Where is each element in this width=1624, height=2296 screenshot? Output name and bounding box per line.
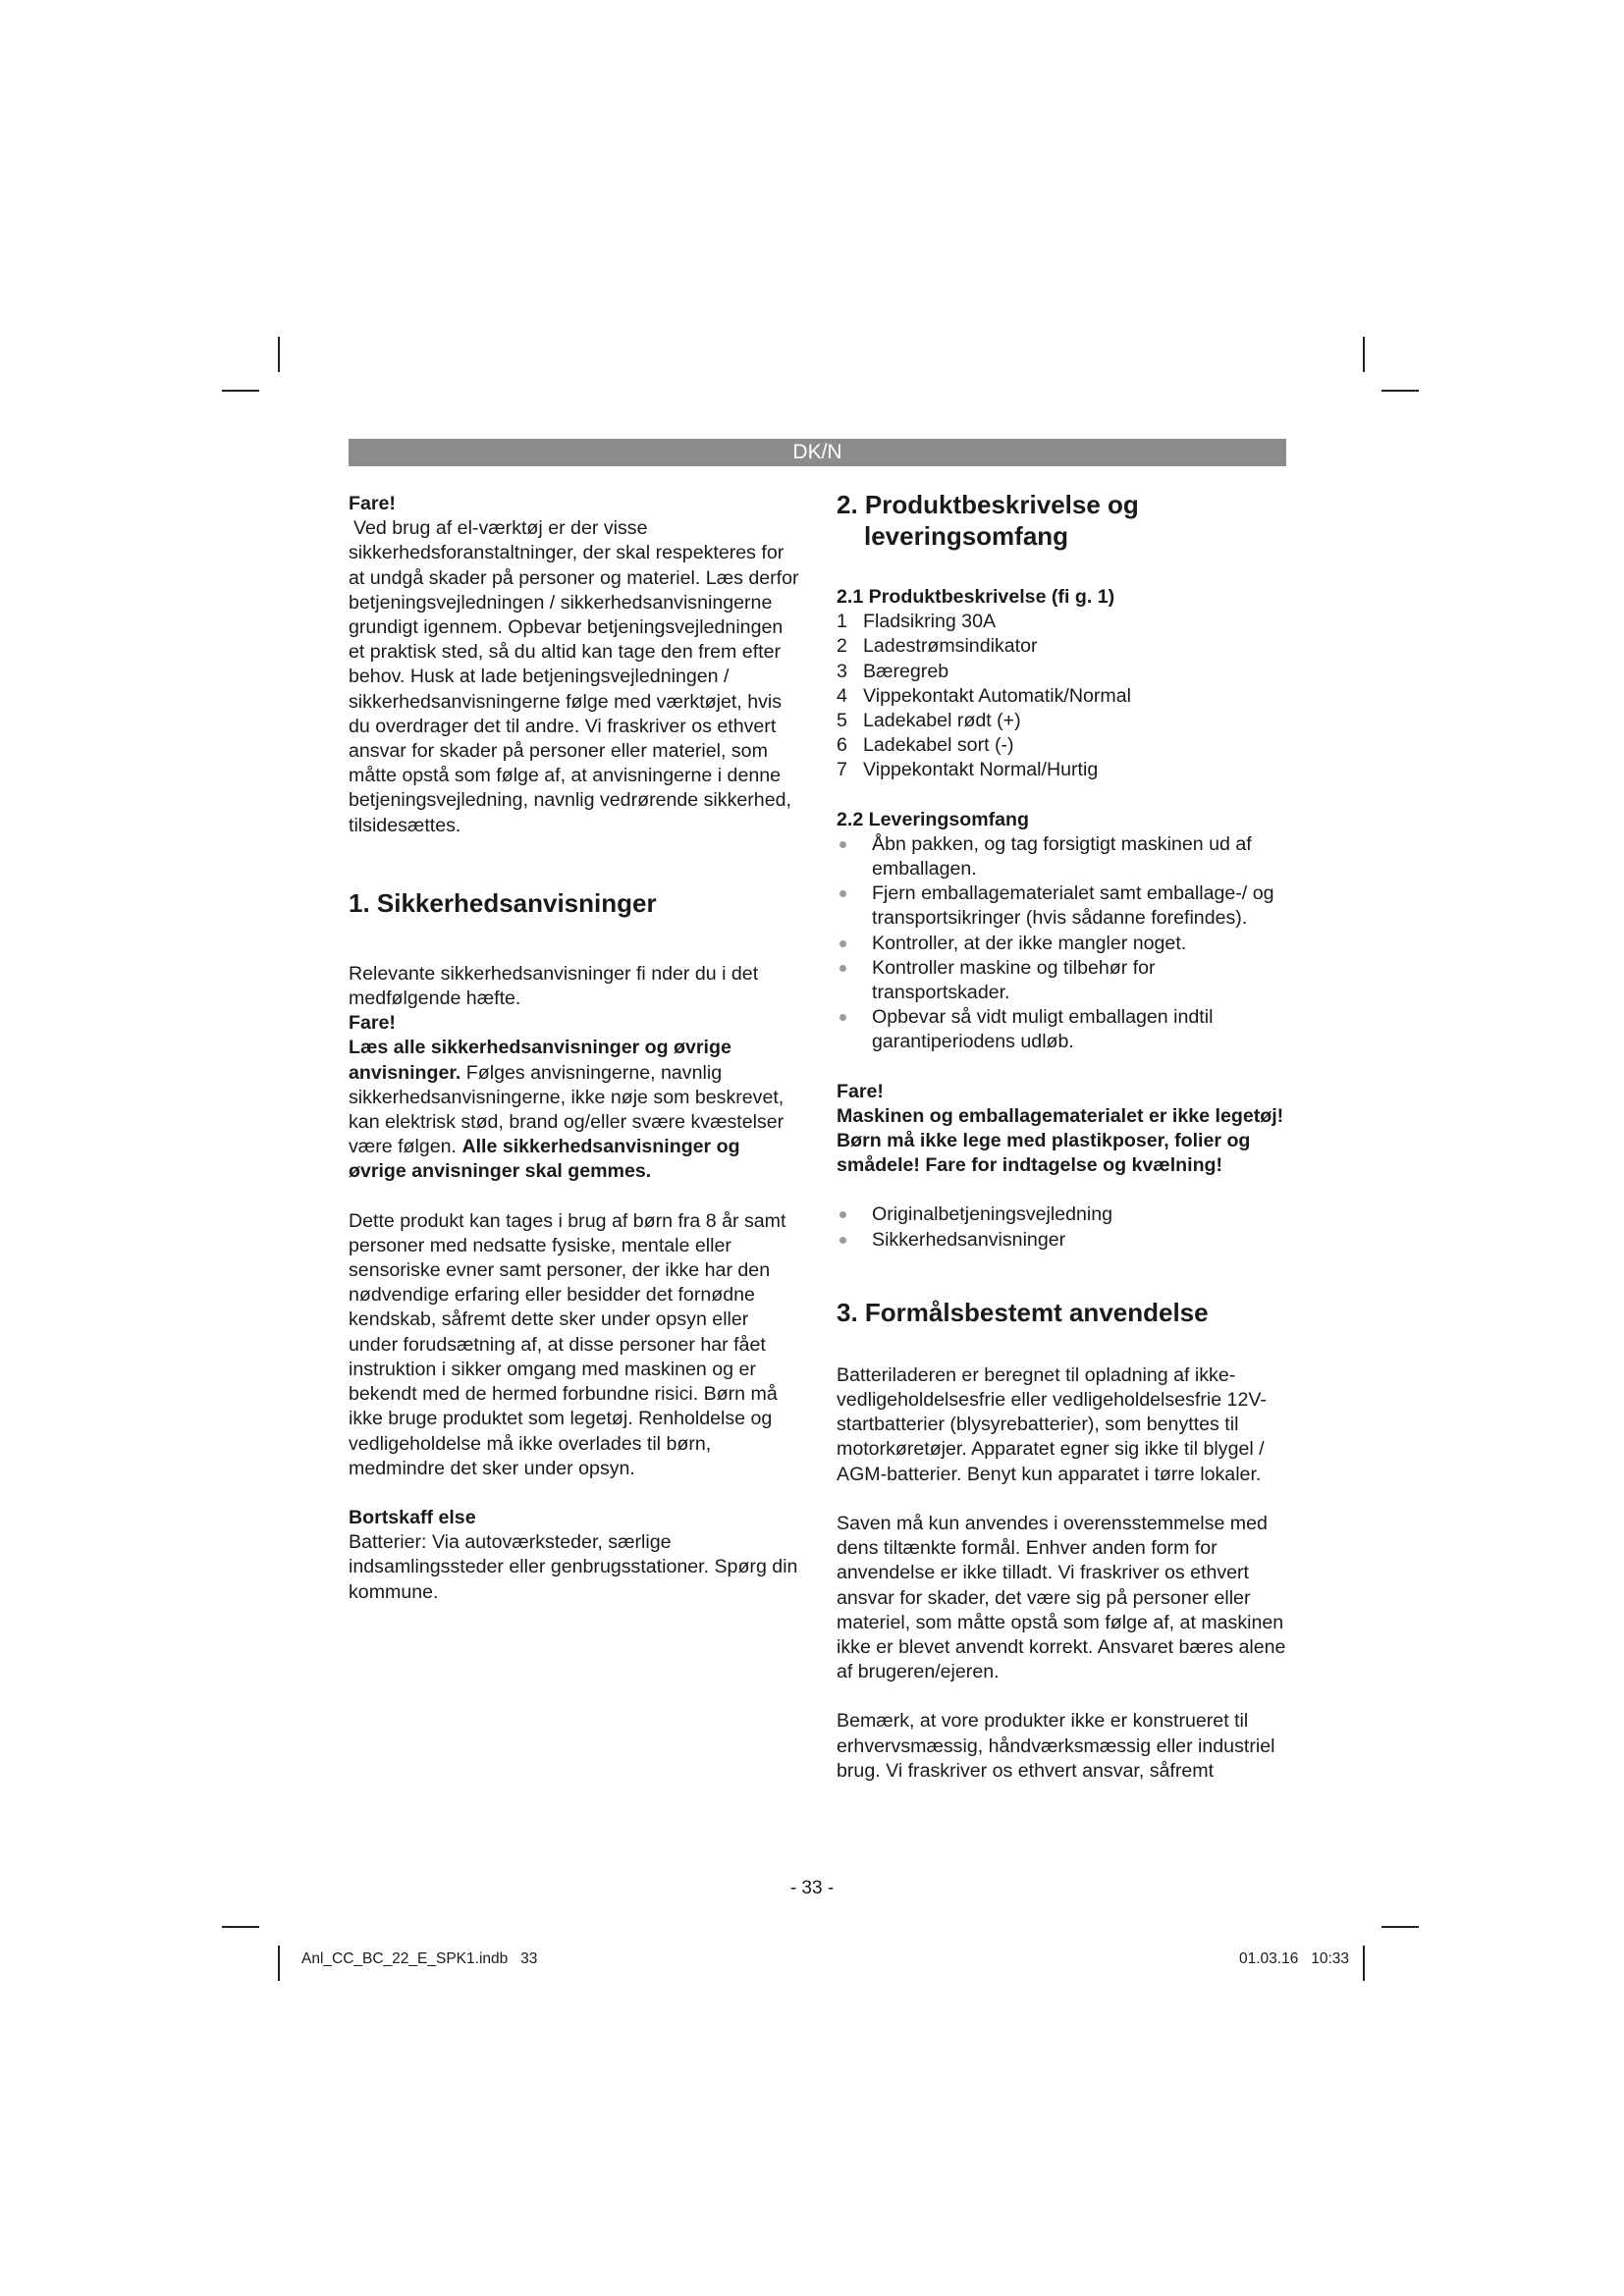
packaging-warning-text: Maskinen og emballagematerialet er ikke legetøj! Børn må ikke lege med plastikposer, folier og smådele! Fare for indtagelse og kvælning! [837,1104,1284,1177]
part-number: 2 [837,635,847,658]
warning-title: Fare! [837,1080,884,1102]
part-number: 1 [837,611,847,633]
subsection-2-2-heading: 2.2 Leveringsomfang [837,808,1029,830]
list-item [837,634,1293,659]
part-label: Ladekabel rødt (+) [863,710,1021,732]
list-item [837,709,1293,733]
crop-mark [222,1926,259,1928]
print-timestamp: 01.03.16 10:33 [1239,1950,1350,1967]
part-number: 7 [837,759,847,781]
warning-title: Fare! [349,493,396,514]
crop-mark [1363,337,1365,372]
warning-title: Fare! [349,1012,396,1035]
part-label: Vippekontakt Normal/Hurtig [863,759,1099,781]
left-column [349,492,802,1605]
warning-text: Ved brug af el-værktøj er der visse sikkerhedsforanstaltninger, der skal respekteres for at undgå skader på personer og materiel. Læs derfor betjeningsvejledningen / sikkerhedsanvisningerne grundigt igennem. Opbevar betjeningsvejledningen et praktisk sted, så du altid kan tage den frem efter behov. Husk at lade betjeningsvejledningen / sikkerhedsanvisningerne følge med værktøjet, hvis du overdrager det til andre. Vi fraskriver os ethvert ansvar for skader på personer eller materiel, som måtte opstå som følge af, at anvisningerne i denne betjeningsvejledning, navnlig vedrørende sikkerhed, tilsidesættes. [349,517,799,836]
intended-use-paragraph: Bemærk, at vore produkter ikke er konstrueret til erhvervsmæssig, håndværksmæssig eller industriel brug. Vi fraskriver os ethvert ansvar, såfremt [837,1710,1275,1782]
safety-warning-bold: Alle sikkerhedsanvisninger og øvrige anvisninger skal gemmes. [349,1136,740,1183]
section-2-heading-line2: leveringsomfang [864,521,1069,551]
part-number: 6 [837,734,847,757]
list-item [837,610,1293,634]
part-label: Ladestrømsindikator [863,635,1038,658]
children-usage-text: Dette produkt kan tages i brug af børn fra 8 år samt personer med nedsatte fysiske, mentale eller sensoriske evner samt personer, der ikke har den nødvendige erfaring eller besidder det fornødne kendskab, såfremt dette sker under opsyn eller under forudsætning af, at disse personer har fået instruktion i sikker omgang med maskinen og er bekendt med de hermed forbundne risici. Børn må ikke bruge produktet som legetøj. Renholdelse og vedligeholdelse må ikke overlades til børn, medmindre det sker under opsyn. [349,1209,786,1479]
crop-mark [278,337,280,372]
safety-warning-bold: Læs alle sikkerhedsanvisninger og øvrige anvisninger. [349,1037,731,1084]
part-number: 4 [837,684,847,707]
section-3-heading: 3. Formålsbestemt anvendelse [837,1297,1209,1327]
list-item: Opbevar så vidt muligt emballagen indtil garantiperiodens udløb. [837,1005,1293,1054]
list-item [837,660,1293,684]
crop-mark [278,1946,280,1981]
list-item: Åbn pakken, og tag forsigtigt maskinen ud af emballagen. [837,832,1293,881]
list-item: Originalbetjeningsvejledning [837,1202,1293,1227]
list-item [837,684,1293,709]
crop-mark [222,390,259,392]
list-item: Fjern emballagematerialet samt emballage-/ og transportsikringer (hvis sådanne forefindes). [837,881,1293,931]
parts-list [837,610,1293,782]
list-item: Kontroller maskine og tilbehør for transportskader. [837,956,1293,1005]
safety-warning-body: Følges anvisningerne, navnlig sikkerhedsanvisningerne, ikke nøje som beskrevet, kan elektrisk stød, brand og/eller svære kvæstelser være følgen. [349,1061,785,1158]
list-item: Kontroller, at der ikke mangler noget. [837,932,1293,956]
crop-mark [1381,1926,1419,1928]
intended-use-paragraph: Saven må kun anvendes i overensstemmelse med dens tiltænkte formål. Enhver anden form for anvendelse er ikke tilladt. Vi fraskriver os ethvert ansvar for skader, det være sig på personer eller materiel, som måtte opstå som følge af, at maskinen ikke er blevet anvendt korrekt. Ansvaret bæres alene af brugeren/ejeren. [837,1512,1286,1683]
part-label: Vippekontakt Automatik/Normal [863,684,1132,707]
part-label: Bæregreb [863,660,949,682]
part-label: Ladekabel sort (-) [863,734,1014,757]
right-column [837,492,1293,1784]
language-header-bar: DK/N [349,439,1286,466]
safety-warning-text [349,1036,802,1184]
disposal-text: Batterier: Via autoværksteder, særlige indsamlingssteder eller genbrugsstationer. Spørg din kommune. [349,1531,798,1603]
crop-mark [1363,1946,1365,1981]
part-number: 5 [837,710,847,732]
disposal-heading: Bortskaff else [349,1506,476,1528]
intended-use-paragraph: Batteriladeren er beregnet til opladning af ikke-vedligeholdelsesfrie eller vedligeholdelsesfrie 12V-startbatterier (blysyrebatterier), som benyttes til motorkøretøjer. Apparatet egner sig ikke til blygel / AGM-batterier. Benyt kun apparatet i tørre lokaler. [837,1363,1267,1485]
part-label: Fladsikring 30A [863,611,997,633]
included-items-list [837,1202,1293,1252]
section-1-heading: 1. Sikkerhedsanvisninger [349,887,657,918]
safety-intro: Relevante sikkerhedsanvisninger fi nder du i det medfølgende hæfte. [349,962,759,1010]
subsection-2-1-heading: 2.1 Produktbeskrivelse (fi g. 1) [837,586,1115,608]
section-2-heading [837,489,1293,552]
list-item: Sikkerhedsanvisninger [837,1228,1293,1253]
print-file-name: Anl_CC_BC_22_E_SPK1.indb 33 [301,1950,538,1967]
list-item [837,758,1293,782]
part-number: 3 [837,660,847,682]
page-number: - 33 - [789,1878,835,1898]
delivery-steps-list [837,832,1293,1055]
list-item [837,733,1293,758]
crop-mark [1381,390,1419,392]
section-2-heading-line1: 2. Produktbeskrivelse og [837,490,1139,519]
